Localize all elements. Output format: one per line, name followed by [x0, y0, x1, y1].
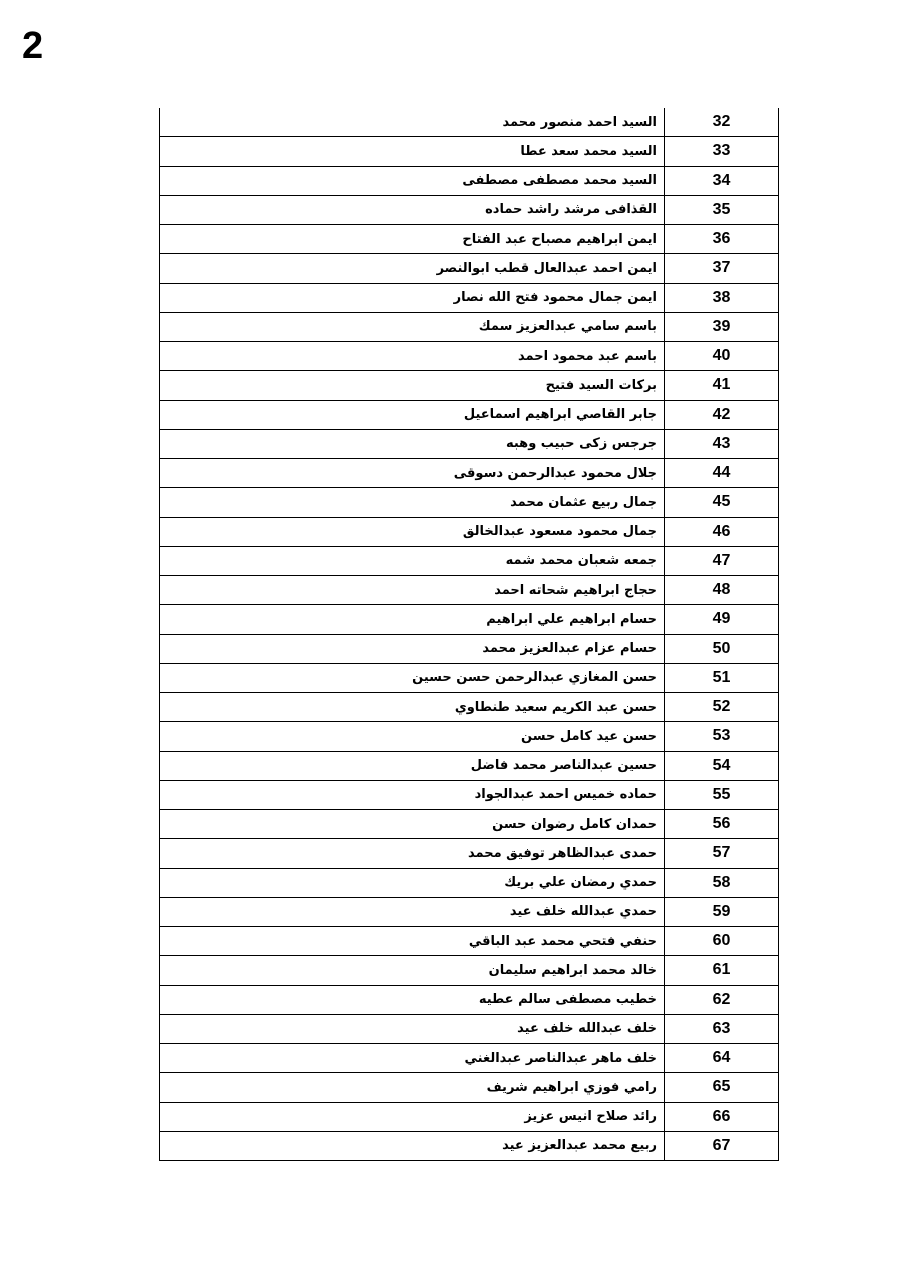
name-cell: جلال محمود عبدالرحمن دسوقى	[160, 459, 665, 488]
name-cell: حجاج ابراهيم شحاته احمد	[160, 576, 665, 605]
name-cell: خطيب مصطفى سالم عطيه	[160, 985, 665, 1014]
name-cell: جرجس زكى حبيب وهبه	[160, 429, 665, 458]
table-row	[160, 166, 779, 195]
table-row	[160, 1014, 779, 1043]
name-cell: السيد محمد مصطفى مصطفى	[160, 166, 665, 195]
number-cell: 66	[665, 1102, 779, 1131]
name-cell: ايمن ابراهيم مصباح عبد الفتاح	[160, 225, 665, 254]
number-cell: 60	[665, 927, 779, 956]
table-row	[160, 985, 779, 1014]
name-cell: رائد صلاح انيس عزيز	[160, 1102, 665, 1131]
number-cell: 56	[665, 810, 779, 839]
number-cell: 48	[665, 576, 779, 605]
name-cell: جمال ربيع عثمان محمد	[160, 488, 665, 517]
table-row	[160, 517, 779, 546]
page-number: 2	[22, 25, 44, 67]
table-row	[160, 312, 779, 341]
table-row	[160, 546, 779, 575]
number-cell: 38	[665, 283, 779, 312]
table-row	[160, 225, 779, 254]
name-cell: خلف عبدالله خلف عيد	[160, 1014, 665, 1043]
table-row	[160, 780, 779, 809]
number-cell: 50	[665, 634, 779, 663]
name-cell: خلف ماهر عبدالناصر عبدالغني	[160, 1044, 665, 1073]
name-cell: جمال محمود مسعود عبدالخالق	[160, 517, 665, 546]
name-cell: حمدي عبدالله خلف عيد	[160, 897, 665, 926]
table-row	[160, 429, 779, 458]
table-row	[160, 927, 779, 956]
number-cell: 40	[665, 342, 779, 371]
table-row	[160, 1044, 779, 1073]
number-cell: 64	[665, 1044, 779, 1073]
name-cell: القذافى مرشد راشد حماده	[160, 195, 665, 224]
table-row	[160, 254, 779, 283]
table-row	[160, 868, 779, 897]
name-cell: حسن المغازي عبدالرحمن حسن حسين	[160, 663, 665, 692]
number-cell: 52	[665, 693, 779, 722]
name-cell: جابر القاصي ابراهيم اسماعيل	[160, 400, 665, 429]
number-cell: 39	[665, 312, 779, 341]
name-cell: خالد محمد ابراهيم سليمان	[160, 956, 665, 985]
name-cell: بركات السيد فتيح	[160, 371, 665, 400]
number-cell: 55	[665, 780, 779, 809]
number-cell: 37	[665, 254, 779, 283]
number-cell: 67	[665, 1131, 779, 1160]
name-cell: رامي فوزي ابراهيم شريف	[160, 1073, 665, 1102]
name-cell: حنفي فتحي محمد عبد الباقي	[160, 927, 665, 956]
number-cell: 61	[665, 956, 779, 985]
number-cell: 44	[665, 459, 779, 488]
table-row	[160, 1131, 779, 1160]
number-cell: 62	[665, 985, 779, 1014]
table-row	[160, 576, 779, 605]
name-cell: حسام عزام عبدالعزيز محمد	[160, 634, 665, 663]
table-row	[160, 459, 779, 488]
number-cell: 43	[665, 429, 779, 458]
name-cell: باسم عبد محمود احمد	[160, 342, 665, 371]
table-row	[160, 371, 779, 400]
number-cell: 63	[665, 1014, 779, 1043]
name-cell: حمدان كامل رضوان حسن	[160, 810, 665, 839]
table-row	[160, 1073, 779, 1102]
number-cell: 45	[665, 488, 779, 517]
number-cell: 57	[665, 839, 779, 868]
names-table-body	[160, 108, 779, 1161]
name-cell: ايمن جمال محمود فتح الله نصار	[160, 283, 665, 312]
table-row	[160, 897, 779, 926]
table-row	[160, 488, 779, 517]
table-row	[160, 400, 779, 429]
name-cell: السيد احمد منصور محمد	[160, 108, 665, 137]
number-cell: 36	[665, 225, 779, 254]
table-row	[160, 956, 779, 985]
name-cell: حسين عبدالناصر محمد فاضل	[160, 751, 665, 780]
number-cell: 65	[665, 1073, 779, 1102]
table-row	[160, 605, 779, 634]
table-row	[160, 810, 779, 839]
number-cell: 49	[665, 605, 779, 634]
name-cell: حسام ابراهيم علي ابراهيم	[160, 605, 665, 634]
number-cell: 42	[665, 400, 779, 429]
table-row	[160, 839, 779, 868]
table-row	[160, 342, 779, 371]
table-row	[160, 108, 779, 137]
number-cell: 35	[665, 195, 779, 224]
name-cell: السيد محمد سعد عطا	[160, 137, 665, 166]
number-cell: 51	[665, 663, 779, 692]
name-cell: ربيع محمد عبدالعزيز عيد	[160, 1131, 665, 1160]
number-cell: 41	[665, 371, 779, 400]
name-cell: حسن عيد كامل حسن	[160, 722, 665, 751]
number-cell: 33	[665, 137, 779, 166]
name-cell: حماده خميس احمد عبدالجواد	[160, 780, 665, 809]
number-cell: 59	[665, 897, 779, 926]
name-cell: ايمن احمد عبدالعال قطب ابوالنصر	[160, 254, 665, 283]
number-cell: 34	[665, 166, 779, 195]
table-row	[160, 693, 779, 722]
name-cell: حمدي رمضان علي بريك	[160, 868, 665, 897]
number-cell: 47	[665, 546, 779, 575]
name-cell: جمعه شعبان محمد شمه	[160, 546, 665, 575]
number-cell: 54	[665, 751, 779, 780]
table-row	[160, 722, 779, 751]
number-cell: 58	[665, 868, 779, 897]
name-cell: باسم سامي عبدالعزيز سمك	[160, 312, 665, 341]
table-row	[160, 751, 779, 780]
names-table	[159, 108, 779, 1161]
table-row	[160, 634, 779, 663]
table-row	[160, 137, 779, 166]
name-cell: حمدى عبدالظاهر توفيق محمد	[160, 839, 665, 868]
number-cell: 32	[665, 108, 779, 137]
number-cell: 53	[665, 722, 779, 751]
table-row	[160, 663, 779, 692]
number-cell: 46	[665, 517, 779, 546]
table-row	[160, 195, 779, 224]
table-row	[160, 283, 779, 312]
table-row	[160, 1102, 779, 1131]
name-cell: حسن عبد الكريم سعيد طنطاوي	[160, 693, 665, 722]
